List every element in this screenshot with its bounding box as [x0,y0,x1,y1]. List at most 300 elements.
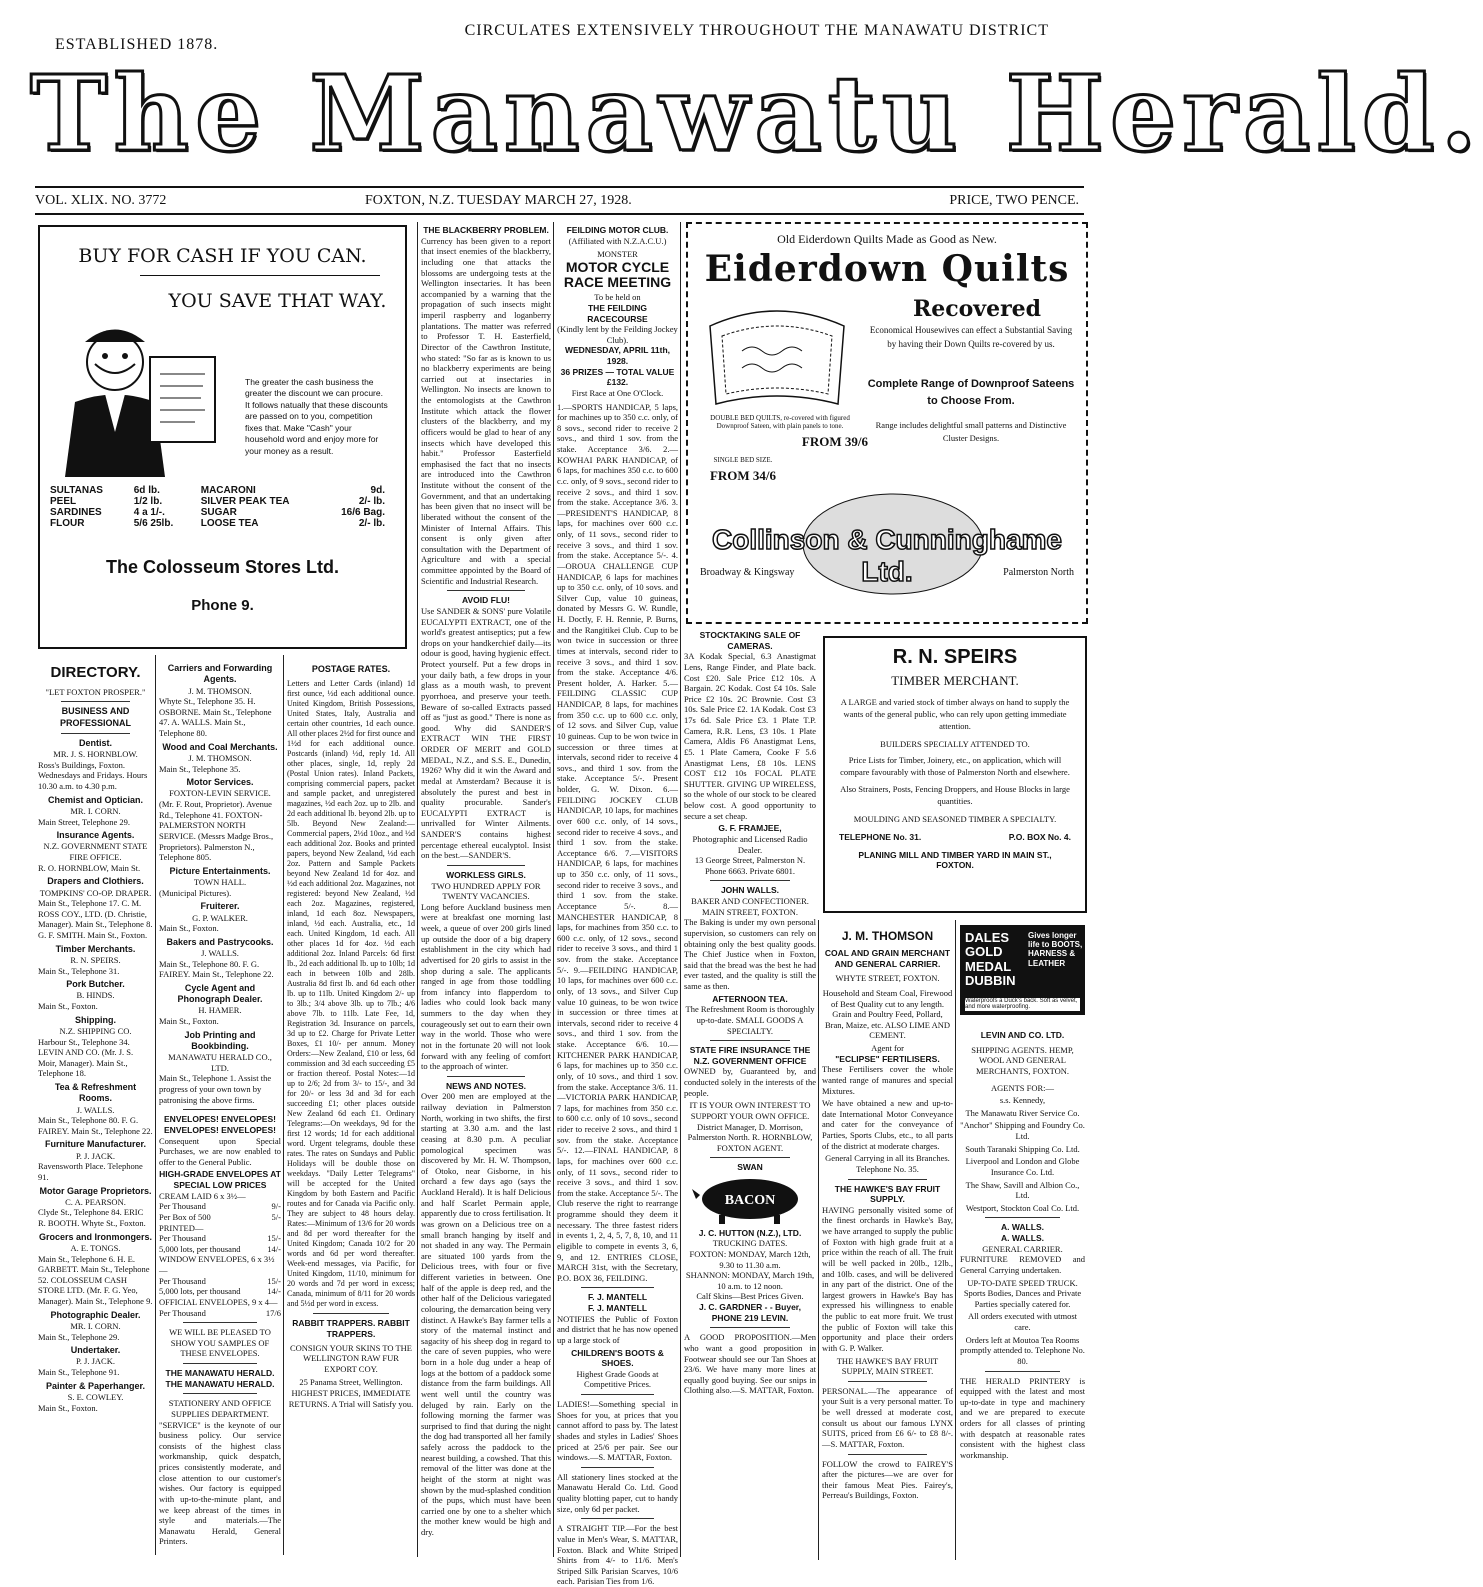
envelopes-heading: ENVELOPES! ENVELOPES! ENVELOPES! ENVELOPES! [164,1114,276,1135]
girls-body: Long before Auckland business men were at breakfast one morning last week, a queue of over 200 girls lined up outside the door of a big drapery establishment in the city which had advertised for 20 girls to assist in the shop during a sale. The applicants ranged in age from those toddling from infancy into flapperdom to ladies who could look back many summers to the day when they courageously set out to earn their own way in the world. Those who were not in the fortunate 20 will not look forward with any feeling of comfort to the approach of winter. [421,901,551,1072]
stocktaking-column [684,630,816,1555]
from-price-2: FROM 34/6 [709,468,777,483]
directory-entry [38,1015,153,1079]
postage-column [287,660,415,1555]
price-value: 16/6 Bag. [341,507,385,518]
stocktaking-title: STOCKTAKING SALE OF CAMERAS. [699,630,801,651]
dateline: FOXTON, N.Z. TUESDAY MARCH 27, 1928. [365,193,632,208]
walls-trade: BAKER AND CONFECTIONER. [691,896,809,906]
envelope-item: 5,000 lots, per thousand [159,1243,241,1254]
entry-heading: Furniture Manufacturer. [44,1139,146,1150]
price: PRICE, TWO PENCE. [949,193,1079,208]
price-row [50,496,385,507]
walls-name-2: A. WALLS. [1001,1233,1044,1243]
envelopes-body: Consequent upon Special Purchases, we are now enabled to offer to the General Public. [159,1135,281,1167]
news-body: Over 200 men are employed at the railway deviation in Palmerston North, working in two shifts, the first starting at 3.30 a.m. and the last ceasing at 8.30 p.m. A peculiar pomological specimen was discovered by Mr. H. W. Thompson, of Otoko, near Gisborne, in his orchard a few days ago (says the Auckland Herald). It is half Delicious and half Scarlet Permain apple, apparently due to cross fertilisation. It was grown on a Delicious tree on a small branch hanging by itself and not shaded in any way. The Permain are situated 100 yards from the Delicious trees, with four or five different varieties in between. One half of the apple is deep red, and the other half of the Delicious variegated colouring, the demarcation being very distinct. A Hawke's Bay farmer tells a story of the maternal instinct and sagacity of his sheep dog in regard to the care of seven puppies, who were born in a hole dug under a heap of logs at the bottom of a paddock some distance from the farm buildings. All went well until the country was deluged by rain. Early on the following morning the farmer was surprised to find that during the night the dog had transported all her family safely across the paddock to the nearest building, a cowshed. That this removal of the litter was done at the height of the storm at night was shown by the mud-splashed condition of the pups, which must have been carried one by one to a shelter which the mother knew would be high and dry. [421,1091,551,1537]
entry-heading: Undertaker. [70,1345,121,1356]
envelope-price-row [159,1244,281,1255]
postage-title: POSTAGE RATES. [311,664,391,674]
directory-entry [159,663,281,739]
price-value: 9d. [370,485,385,496]
dales-brand: DALES GOLD MEDAL DUBBIN [965,930,1016,988]
entry-address: R. O. HORNBLOW, Main St. [38,862,141,873]
envelope-item: Per Thousand [159,1307,206,1318]
feilding-column [557,225,678,1587]
directory-entry [159,1030,281,1106]
entry-heading: Insurance Agents. [56,830,135,841]
pig-illustration [684,1173,816,1225]
agency-item: "Anchor" Shipping and Foundry Co. Ltd. [960,1120,1085,1141]
entry-name: C. A. PEARSON. [65,1196,126,1207]
collinson-firm: Collinson & Cunninghame Ltd. [712,524,1062,587]
directory-entry [159,777,281,863]
established: ESTABLISHED 1878. [55,36,219,53]
directory-entry [159,983,281,1027]
directory-section: BUSINESS AND PROFESSIONAL [59,706,131,728]
price-row [50,518,385,529]
race-date: WEDNESDAY, APRIL 11th, 1928. [564,345,671,366]
fertiliser-body: These Fertilisers cover the whole wanted range of manures and special Mixtures. [822,1064,953,1096]
entry-name: J. WALLS. [76,1104,115,1115]
general-carrying: General Carrying in all its Branches. Telephone No. 35. [825,1153,950,1174]
directory-entry [38,1345,153,1378]
entry-heading: Motor Garage Proprietors. [39,1185,152,1196]
walls-sports: Sports Bodies, Dances and Private Parties specially catered for. [963,1288,1082,1309]
entry-heading: Job Printing and Bookbinding. [184,1029,256,1051]
entry-address: Main St., Telephone 35. [159,763,241,774]
eiderdown-top: Old Eiderdown Quilts Made as Good as New. [777,232,997,246]
entry-address: Main St., Telephone 80. F. G. FAIREY. Main St., Telephone 22. [159,958,274,980]
race-title: MOTOR CYCLE RACE MEETING [563,258,672,290]
directory-entry [38,1232,153,1307]
entry-heading: Painter & Paperhanger. [45,1380,146,1391]
mantell-1: F. J. MANTELL [587,1292,648,1303]
entry-name: TOMPKINS' CO-OP. DRAPER. [39,887,152,898]
entry-address: Main St., Foxton. [38,1001,98,1011]
speirs-yard: PLANING MILL AND TIMBER YARD IN MAIN ST., FOXTON. [858,850,1052,871]
swan-label: SWAN [737,1162,763,1173]
envelope-price-row [159,1286,281,1297]
printery-ad: THE HERALD PRINTERY is equipped with the latest and most up-to-date in type and machinery and we are prepared to execute orders for all classes of printing with despatch at reasonable rates consistent with the highest class workmanship. [960,1375,1085,1460]
envelope-price: 9/- [271,1201,281,1212]
price-item: FLOUR [50,518,85,529]
agency-item: Westport, Stockton Coal Co. Ltd. [965,1202,1080,1213]
entry-heading: Picture Entertainments. [169,865,271,876]
ladies-ad: LADIES!—Something special in Shoes for you, at prices that you cannot afford to pass by. The latest shades and styles in Ladies' Shoes priced at 25/6 per pair. See our windows.—S. MATTAR, Foxton. [557,1399,678,1463]
entry-address: Harbour St., Telephone 34. LEVIN AND CO. (Mr. J. S. Moir, Manager). Main St., Telephone 18. [38,1036,134,1079]
envelope-price: 14/- [267,1243,281,1254]
stationery-ad: All stationery lines stocked at the Manawatu Herald Co. Ltd. Good quality blotting paper, cut to handy size, only 6d per packet. [557,1471,678,1514]
directory-column [38,660,153,1555]
entry-address: Main St., Foxton. [38,1402,98,1413]
gardner: J. C. GARDNER - - Buyer, PHONE 219 LEVIN. [698,1302,802,1323]
speirs-prices: Price Lists for Timber, Joinery, etc., on application, which will compare favourably with those of Palmerston North and elsewhere. [840,754,1070,777]
collinson-location-right: Palmerston North [1003,567,1074,578]
mantell-heading: CHILDREN'S BOOTS & SHOES. [571,1347,664,1369]
quilt-illustration [702,296,852,411]
envelope-price: 17/6 [265,1307,281,1318]
entry-name: MR. J. S. HORNBLOW. [53,749,138,760]
rabbit-consign: CONSIGN YOUR SKINS TO THE WELLINGTON RAW FUR EXPORT COY. [289,1342,412,1374]
thomson-address: WHYTE STREET, FOXTON. [835,973,940,984]
hawkes-signature: THE HAWKE'S BAY FRUIT SUPPLY, MAIN STREET. [836,1355,939,1377]
entry-address: (Mr. F. Rout, Proprietor). Avenue Rd., Telephone 41. FOXTON-PALMERSTON NORTH SERVICE. (Messrs Madge Bros., Proprietors). Palmerston N., Telephone 805. [159,799,274,863]
entry-address: Main St., Telephone 17. C. M. ROSS COY., LTD. (D. Christie, Manager). Main St., Telephone 8. G. F. SMITH. Main St., Foxton. [38,898,153,940]
column-rule [955,920,956,1560]
fire-body: OWNED by, Guaranteed by, and conducted solely in the interests of the people. [684,1066,816,1098]
price-row [50,485,385,496]
entry-heading: Photographic Dealer. [50,1309,141,1320]
entry-heading: Timber Merchants. [55,943,136,954]
dales-dubbin-ad [960,925,1085,1015]
entry-name: FOXTON-LEVIN SERVICE. [169,788,271,799]
trucking-shannon: SHANNON: MONDAY, March 19th, 10 a.m. to 12 noon. [685,1270,815,1291]
entry-address: Whyte St., Telephone 35. H. OSBORNE. Main St., Telephone 47. A. WALLS. Main St., Telephone 80. [159,696,272,738]
envelope-item: Per Thousand [159,1233,206,1244]
svg-text:BACON: BACON [724,1193,776,1208]
envelope-item: Per Thousand [159,1275,206,1286]
entry-address: Main Street, Telephone 29. [38,816,131,827]
walls-truck: UP-TO-DATE SPEED TRUCK. [967,1277,1078,1288]
thomson-name: J. M. THOMSON [841,929,934,943]
eiderdown-range-sub: Range includes delightful small patterns and Distinctive Cluster Designs. [875,420,1067,443]
walls-name: JOHN WALLS. [720,885,780,896]
directory-entry [38,738,153,792]
mantell-2: F. J. MANTELL [587,1303,648,1313]
entry-name: S. E. COWLEY. [67,1391,124,1402]
price-item: LOOSE TEA [200,518,259,529]
walls-address: MAIN STREET, FOXTON. [701,906,799,917]
entry-heading: Dentist. [78,737,112,748]
entry-heading: Fruiterer. [200,901,240,912]
agency-item: s.s. Kennedy, [999,1095,1046,1106]
directory-entry [38,944,153,977]
entry-address: Main St., Telephone 1. Assist the progress of your own town by patronising the above firms. [159,1073,272,1105]
directory-entry [38,1381,153,1414]
walls-left: Orders left at Moutoa Tea Rooms promptly attended to. Telephone No. 80. [960,1334,1085,1366]
directory-entry [159,937,281,980]
thomson-body: Household and Steam Coal, Firewood of Best Quality cut to any length. Grain and Poultry Feed, Pollard, Bran, Maize, etc. ALSO LIME AND CEMENT. [822,987,953,1041]
entry-name: P. J. JACK. [76,1356,115,1367]
entry-heading: Wood and Coal Merchants. [162,741,278,752]
envelope-price-row [159,1276,281,1287]
envelope-price: 14/- [267,1286,281,1297]
entry-name: P. J. JACK. [76,1150,115,1161]
column-rule [283,655,284,1555]
entry-heading: Carriers and Forwarding Agents. [167,663,273,685]
walls-body: FURNITURE REMOVED and General Carrying undertaken. [960,1254,1085,1275]
walls-body: The Baking is under my own personal supervision, so customers can rely on obtaining only the best quality goods. The Chief Justice when in Foxton, said that the bread was the best he had ever tasted, and the quality is still the same as then. [684,917,816,991]
fire-caps: IT IS YOUR OWN INTEREST TO SUPPORT YOUR OWN OFFICE. [689,1100,811,1121]
column-rule [155,655,156,1555]
price-value: 2/- lb. [358,496,385,507]
hawkes-title: THE HAWKE'S BAY FRUIT SUPPLY. [834,1183,941,1205]
entry-name: H. HAMER. [198,1005,242,1016]
price-value: 2/- lb. [358,518,385,529]
price-item: SULTANAS [50,485,103,496]
speirs-also: Also Strainers, Posts, Fencing Droppers, and House Blocks in large quantities. [840,784,1070,807]
entry-heading: Bakers and Pastrycooks. [166,936,274,947]
collinson-location-left: Broadway & Kingsway [700,567,795,578]
entry-heading: Pork Butcher. [66,979,125,990]
directory-entry [38,979,153,1012]
directory-column-2 [159,660,281,1555]
afternoon-tea: AFTERNOON TEA. [712,993,788,1004]
postage-body: Letters and Letter Cards (inland) 1d first ounce, ½d each additional ounce. United Kingdom, British Possessions, United States, Italy, Australia and certain other countries, 1d each ounce. All other places 2½d for first ounce and 1½d for each additional ounce. Postcards (inland) ½d, reply 1d. All other places, single, 1d, reply 2d (Postal Union rates). Inland Packets, comprising commercial papers, packet and sample packet, and unregistered magazines, ½d each 2oz. up to 2lb. and 2d each additional lb. beyond 2lb. up to 5lb. Beyond New Zealand:—Commercial papers, 2½d 10oz., and ½d each additional 2oz. Books and printed papers, beyond New Zealand, ½d each 2oz. Pattern and Sample Packets beyond New Zealand 1d for 4oz. and ½d each additional 2oz. Magazines, not registered: beyond New Zealand, ½d each 2oz. Magazines, registered, inland, 1d each 8oz. Newspapers, inland, ½d each. Australia, etc., 1d each. United Kingdom, 1d each. All other places 1d for 4oz. ½d each additional 2oz. Inland Parcels: 6d first lb., 2d each additional lb. up to 10lb; 1d each in between 10lb and 28lb. Australia 8d first lb. and 6d each other lb. up to 11lb. United Kingdom 2/- up to 3lb.; 3/4 above 3lb. up to 7lb.; 4/6 above 7lb. to 11lb. Late Fee, 1d, Registration 3d. Insurance on parcels, 3d up to £2. Charge for Private Letter Boxes, £1 10/- per annum. Money Orders:—New Zealand, £10 or less, 6d commission and 3d each succeeding £5 or fraction thereof. Postal Notes:—1d up to 2/6; 2d from 3/- to 15/-, and 3d for 20/- or less 3d and 3d for each succeeding £1; other places outside New Zealand 6d each £1. Ordinary Telegrams:—On weekdays, 9d for the first 12 words; 1d for each additional word. Urgent telegrams, double these rates. The rates on Sundays and Public Holidays will be double those on weekdays. "Daily Letter Telegrams" will be accepted for the United Kingdom by both Eastern and Pacific routes and for Canada via Pacific only. They are subject to 48 hours delay. Rates:—Minimum of 13/6 for 20 words and 8d per word thereafter for the United Kingdom; Canada 10/2 for 20 words and 6d per word thereafter. Week-end messages, via Pacific, for United Kingdom, 11/10, minimum for 20 words and 7d per word in excess; Canada, minimum of 8/11 for 20 words and 5½d per word in excess. [287,679,415,1309]
entry-name: R. N. SPEIRS. [70,954,121,965]
speirs-moulding: MOULDING AND SEASONED TIMBER A SPECIALTY. [853,814,1057,825]
entry-address: Main St., Telephone 6. H. E. GARBETT. Main St., Telephone 52. COLOSSEUM CASH STORE LTD. (Mr. F. G. Yeo, Manager). Main St., Telephone 9. [38,1253,153,1306]
mantell-tail: Highest Grade Goods at Competitive Prices. [576,1368,659,1390]
envelope-price: 5/- [271,1211,281,1222]
column-rule [680,222,681,1557]
entry-heading: Tea & Refreshment Rooms. [54,1082,137,1104]
speirs-trade: TIMBER MERCHANT. [891,673,1019,688]
column-rule [417,222,418,1557]
directory-entry [38,1139,153,1182]
price-value: 1/2 lb. [133,496,163,507]
entry-name: A. E. TONGS. [70,1242,121,1253]
entry-name: J. M. THOMSON. [188,685,252,696]
entry-name: B. HINDS. [76,990,115,1001]
price-item: MACARONI [200,485,256,496]
circulation-line: CIRCULATES EXTENSIVELY THROUGHOUT THE MANAWATU DISTRICT [464,22,1049,39]
entry-address: (Municipal Pictures). [159,887,232,898]
proposition-ad: A GOOD PROPOSITION.—Men who want a good proposition in Footwear should see our Tan Shoes at 23/6. We have many more lines at equally good buying. See our snips in Clothing also.—S. MATTAR, Foxton. [684,1332,816,1396]
envelopes-offer: HIGH-GRADE ENVELOPES AT SPECIAL LOW PRICES [159,1169,281,1190]
directory-entry [159,866,281,899]
eiderdown-range: Complete Range of Downproof Sateens to Choose From. [867,378,1075,407]
directory-entry [159,901,281,934]
framjee-sub: Photographic and Licensed Radio Dealer. [692,833,808,855]
hutton: J. C. HUTTON (N.Z.), LTD. [698,1227,802,1238]
first-race: First Race at One O'Clock. [571,387,664,398]
divider [140,275,380,276]
entry-heading: Cycle Agent and Phonograph Dealer. [177,982,263,1005]
from-price-1: FROM 39/6 [801,434,868,449]
mantell-body: NOTIFIES the Public of Foxton and district that he has now opened up a large stock of [557,1313,678,1345]
entry-name: MANAWATU HERALD CO., LTD. [168,1052,272,1073]
speirs-builders: BUILDERS SPECIALLY ATTENDED TO. [880,738,1030,749]
dales-sub: Waterproofs a Duck's back. Soft as velvet, and more waterproofing. [965,998,1080,1011]
venue-note: (Kindly lent by the Feilding Jockey Club). [557,324,678,345]
grocer-illustration [55,322,230,482]
dales-tagline: Gives longer life to BOOTS, HARNESS & LEATHER [1028,931,1083,968]
trucking-foxton: FOXTON: MONDAY, March 12th, 9.30 to 11.30 a.m. [689,1248,811,1270]
speirs-ad [823,636,1087,913]
entry-name: J. WALLS. [201,948,239,958]
directory-entry [159,742,281,775]
envelope-price-row [159,1201,281,1212]
eiderdown-tagline: Economical Housewives can effect a Substantial Saving by having their Down Quilts re-covered by us. [869,325,1073,349]
entry-name: N.Z. GOVERNMENT STATE FIRE OFFICE. [43,841,148,862]
agency-item: Liverpool and London and Globe Insurance Co. Ltd. [965,1156,1080,1177]
eclipse: "ECLIPSE" FERTILISERS. [835,1053,940,1064]
directory-entry [38,830,153,873]
eiderdown-ad [686,222,1088,624]
flu-title: AVOID FLU! [461,595,510,606]
girls-subtitle: TWO HUNDRED APPLY FOR TWENTY VACANCIES. [431,880,541,902]
blackberry-body: Currency has been given to a report that insect enemies of the blackberry, including one that attacks the blossoms are undergoing tests at the Wellington insectaries. It has been accompanied by a warning that the propagation of such insects might imperil raspberry and loganberry plantations. The matter was referred to Professor T. H. Easterfield, Director of the Cawthron Institute, who stated: "So far as is known to us no blackberry experiments are being carried out at insectaries in Wellington. No insects are known to the entomologists at the Cawthron Institute which attack the flower clusters of the blackberry, and my officers would be glad to hear of any insects which have developed this habit." Professor Easterfield emphasised the fact that no insects are introduced into the Cawthron Institute without the consent of the Government, and that an undertaking has been given that no insect will be liberated without the consent of the Minister of Internal Affairs. This consent is only given after consultation with the Department of Agriculture and with a special committee appointed by the Board of Scientific and Industrial Research. [421,235,551,586]
price-row [50,507,385,518]
thomson-column [822,925,953,1555]
directory-entry [38,795,153,828]
envelope-item: OFFICIAL ENVELOPES, 9 x 4— [159,1296,278,1307]
entry-address: Clyde St., Telephone 84. ERIC R. BOOTH. Whyte St., Foxton. [38,1207,146,1228]
thomson-trade: COAL AND GRAIN MERCHANT AND GENERAL CARRIER. [824,948,951,969]
entry-name: MR. I. CORN. [70,805,121,816]
agency-item: South Taranaki Shipping Co. Ltd. [965,1143,1080,1154]
agency-item: The Manawatu River Service Co. [965,1107,1080,1118]
walls-trade: GENERAL CARRIER. [982,1243,1063,1254]
price-list [50,485,385,529]
rabbit-address: 25 Panama Street, Wellington. HIGHEST PRICES, IMMEDIATE RETURNS. A Trial will Satisfy you. [288,1377,414,1409]
levin-trade: SHIPPING AGENTS. HEMP, WOOL AND GENERAL MERCHANTS, FOXTON. [971,1044,1074,1076]
entry-name: TOWN HALL. [193,877,247,887]
price-value: 4 a 1/-. [133,507,165,518]
prizes: 36 PRIZES — TOTAL VALUE £132. [560,366,675,388]
entry-name: MR. I. CORN. [70,1320,121,1331]
entry-name: J. M. THOMSON. [188,752,252,763]
tea-body: The Refreshment Room is thoroughly up-to-date. SMALL GOODS A SPECIALTY. [685,1004,815,1036]
envelope-price-row [159,1191,281,1202]
entry-address: Main St., Telephone 29. [38,1331,120,1342]
calf-skins: Calf Skins—Best Prices Given. [696,1291,804,1302]
speirs-contacts [839,832,1071,842]
news-title: NEWS AND NOTES. [446,1080,526,1091]
eiderdown-title: Eiderdown Quilts [704,248,1070,290]
entry-address: Main St., Telephone 80. F. G. FAIREY. Main St., Telephone 22. [38,1115,153,1136]
price-item: SARDINES [50,507,102,518]
envelope-price-row [159,1297,281,1308]
follow-ad: FOLLOW the crowd to FAIREY'S after the pictures—we are over for their famous Meat Pies. Fairey's, Perreau's Buildings, Foxton. [822,1458,953,1501]
dateline-rule [35,213,1084,215]
entry-heading: Drapers and Clothiers. [47,876,144,887]
entry-address: Main St., Telephone 31. [38,965,120,976]
envelope-item: WINDOW ENVELOPES, 6 x 3½— [159,1254,275,1275]
envelope-price-row [159,1254,281,1275]
price-value: 6d lb. [133,485,160,496]
blackberry-title: THE BLACKBERRY PROBLEM. [423,225,549,235]
single-bed: SINGLE BED SIZE. [713,456,773,464]
levin-agents: AGENTS FOR:— [990,1082,1055,1093]
directory-entry [38,1310,153,1343]
eiderdown-recovered: Recovered [912,296,1042,322]
speirs-box: P.O. BOX No. 4. [1008,832,1071,843]
personal-ad: PERSONAL.—The appearance of your Suit is a very personal matter. To be well dressed at moderate cost, consult us about our famous LYNX SUITS, priced from £6 6/- to £8 8/-.—S. MATTAR, Foxton. [822,1385,953,1449]
entry-address: Main St., Foxton. [159,1016,219,1026]
price-value: 5/6 25lb. [133,518,174,529]
club-name: FEILDING MOTOR CLUB. [566,225,669,235]
column-rule [553,222,554,1557]
colosseum-body: The greater the cash business the greater the discount we can procure. It follows natually that these discounts are passed on to you, competition fixes that. Make "Cash" your household word and enjoy more for your money as a result. [245,377,388,456]
envelope-price: 15/- [267,1275,281,1286]
service-note: "SERVICE" is the keynote of our business policy. Our service consists of the highest class workmanship, quick despatch, prices consistently moderate, and close attention to our customer's wishes. Our factory is equipped with up-to-the-minute plant, and we keep abreast of the times in style and materials.—The Manawatu Herald, General Printers. [159,1419,281,1547]
envelope-item: Per Thousand [159,1201,206,1212]
stationery-banner: STATIONERY AND OFFICE SUPPLIES DEPARTMENT. [168,1398,272,1419]
trucking-title: TRUCKING DATES. [712,1238,788,1249]
venue: THE FEILDING RACECOURSE [587,302,648,324]
envelope-price-row [159,1233,281,1244]
colosseum-ad [38,225,407,649]
stocktaking-body: 3A Kodak Special, 6.3 Anastigmat Lens, Range Finder, and Plate back. Cost £20. Sale Price £12 10s. A Bargain. 2C Kodak. Cost £4 10s. Sale Price £2 10s. 2C Brownie. Cost £3 10s. Sale Price £2. 1A Kodak. Cost £3 17s 6d. Sale Price £3. 1 Plate T.P. Camera, R.R. Lens, £3 10s. 1 Plate Camera, Aldis F6 Anastigmat Lens, £5. 1 Plate Camera, Cooke F 5.6 Anastigmat Lens, £8 10s. LENS COST £12 10s FOCAL PLATE SHUTTER. GIVING UP WIRELESS, so the whole of our stock to be cleared below cost. A good opportunity to secure a set cheap. [684,651,816,821]
envelope-price-row [159,1308,281,1319]
entry-address: Ravensworth Place. Telephone 91. [38,1161,143,1182]
race-events: 1.—SPORTS HANDICAP, 5 laps, for machines up to 350 c.c. only, of 8 sovs., second rider to receive 2 sovs., and third 1 sov. from the stake. Acceptance 3/6. 2.—KOWHAI PARK HANDICAP, of 6 laps, for machines 350 c.c. to 600 c.c. only, of 9 sovs., second rider to receive 2 sovs., and third 1 sov. from the stake. Acceptance 3/6. 3.—PRESIDENT'S HANDICAP, 8 laps, for machines over 600 c.c. only, of 11 sovs., second rider to receive 3 sovs., and third 1 sov. from the stake. Acceptance 5/-. 4.—OROUA CHALLENGE CUP HANDICAP, 6 laps for machines up to 350 c.c. only, of 10 sovs. and Silver Cup, value 10 guineas, donated by Messrs G. W. Rundle, H. Doctly, F. H. Rennie, P. Burns, and the Rangitikei Club. Cup to be won twice in succession or three times at intervals, second rider to receive 3 sovs., and third 1 sov. from the stake. Acceptance 4/6. Present holder, A. Harker. 5.—FEILDING CLASSIC CUP HANDICAP, 8 laps, for machines from 350 c.c. up to 600 c.c. only, of 12 sovs. and Silver Cup, value 10 guineas. Cup to be won twice in succession or three times at intervals, second rider to receive 4 sovs., and third 1 sov. from the stake. Acceptance 5/-. Present holder, G. W. Dixon. 6.—FEILDING JOCKEY CLUB HANDICAP, 10 laps, for machines over 600 c.c. only, of 14 sovs., second rider to receive 4 sovs., and third 1 sov. from the stake. Acceptance 6/6. 7.—VISITORS HANDICAP, 6 laps, for machines up to 350 c.c. only, of 11 sovs., second rider to receive 3 sovs., and third 1 sov. from the stake. Acceptance 5/-. 8.—MANCHESTER HANDICAP, 8 laps, for machines from 350 c.c. to 600 c.c. only, of 12 sovs., second rider to receive 3 sovs., and third 1 sov. from the stake. Acceptance 5/-. 9.—FEILDING HANDICAP, 10 laps, for machines over 600 c.c. only, of 13 sovs., and Silver Cup value 10 guineas, to be won twice in succession or three times at intervals, second rider to receive 4 sovs., and third 1 sov. from the stake. Acceptance 6/6. 10.—KITCHENER PARK HANDICAP, 6 laps, for machines up to 350 c.c. only, of 10 sovs., and third 1 sov. from the stake. Acceptance 3/6. 11.—VICTORIA PARK HANDICAP, 7 laps, for machines from 350 c.c. to 600 c.c. only of 10 sovs., second rider to receive 2 sovs., and third 1 sov. from the stake. Acceptance 5/-. 12.—FINAL HANDICAP, 8 laps, for machines over 600 c.c. only, of 11 sovs., second rider to receive 3 sovs., and third 1 sov. from the stake. Acceptance 5/-. The Club reserve the right to rearrange programme should they deem it necessary. The three fastest riders in events 1, 2, 4, 5, 7, 8, 10, and 11 eligible to compete in events 3, 6, 9, and 12. ENTRIES CLOSE, MARCH 31st, with the Secretary, P.O. BOX 36, FEILDING. [557,401,678,1283]
store-name: The Colosseum Stores Ltd. [105,557,340,577]
entry-address: Main St., Telephone 91. [38,1367,120,1377]
envelope-item: 5,000 lots, per thousand [159,1286,241,1297]
hawkes-body: HAVING personally visited some of the finest orchards in Hawke's Bay, we have arranged to supply the public of Foxton with high grade fruit at a price within the reach of all. The fruit will be well packed in 20lb., 12lb., and 10lb. cases, and will be delivered in any part of the district. One of the largest growers in Hawke's Bay has expressed his willingness to enable the public to eat more fruit. We trust the public of Foxton will take this opportunity and place their orders with G. P. Walker. [822,1204,953,1353]
walls-name-1: A. WALLS. [1001,1222,1044,1233]
colosseum-headline-1: BUY FOR CASH IF YOU CAN. [78,245,367,267]
levin-name: LEVIN AND CO. LTD. [980,1030,1065,1040]
entry-address: Ross's Buildings, Foxton. Wednesdays and Fridays. Hours 10.30 a.m. to 4.30 p.m. [38,759,148,791]
levin-column [960,1030,1085,1555]
entry-heading: Shipping. [75,1014,116,1025]
directory-title: DIRECTORY. [50,664,141,681]
double-bed: DOUBLE BED QUILTS, re-covered with figured Downproof Sateen, with plain panels to tone. [710,414,850,430]
entry-heading: Grocers and Ironmongers. [38,1231,153,1242]
entry-heading: Motor Services. [186,777,254,788]
rabbit-heading: RABBIT TRAPPERS. RABBIT TRAPPERS. [292,1318,410,1339]
column-rule [818,920,819,1560]
club-affiliation: (Affiliated with N.Z.A.C.U.) [568,235,667,246]
entry-name: N.Z. SHIPPING CO. [59,1025,132,1036]
held-label: To be held on [594,292,641,303]
herald-banner: THE MANAWATU HERALD. THE MANAWATU HERALD. [165,1368,275,1389]
monster-label: MONSTER [597,249,638,260]
motor-body: We have obtained a new and up-to-date International Motor Conveyance and cater for the conveyance of Parties, Sports Clubs, etc., to all parts of the district at moderate charges. [822,1098,953,1151]
store-phone: Phone 9. [191,597,254,614]
framjee: G. F. FRAMJEE, [718,823,782,834]
speirs-telephone: TELEPHONE No. 31. [839,832,922,843]
thomson-agent: Agent for [871,1043,904,1053]
girls-title: WORKLESS GIRLS. [446,869,526,880]
entry-address: Main St., Foxton. [159,923,219,934]
flu-body: Use SANDER & SONS' pure Volatile EUCALYPTI EXTRACT, one of the world's greatest antiseptics; put a few drops on your handkerchief daily—its odour is good, having hygienic effect. Protect yourself. Put a few drops in your daily bath, a few drops in your glass as a mouth wash, to prevent pyorrhoea, and preserve your teeth. Beware of so-called Extracts passed off as "just as good." There is none as good. Why did SANDER'S EXTRACT WIN THE FIRST ORDER OF MERIT and GOLD MEDAL, N.Z., and S.S. E., Dunedin, 1926? Why did it win the Award and medal at Amsterdam? Because it is absolutely the purest and best in quality procurable. Sander's EUCALYPTI EXTRACT is unrivalled for Winter Ailments. SANDER'S contains highest percentage ethereal eucalyptol. Insist on the best.—SANDER'S. [421,605,551,861]
directory-motto: "LET FOXTON PROSPER." [45,686,146,697]
colosseum-headline-2: YOU SAVE THAT WAY. [168,290,387,312]
directory-entry [38,876,153,940]
fire-title: STATE FIRE INSURANCE THE N.Z. GOVERNMENT OFFICE [689,1045,811,1066]
envelope-price-row [159,1223,281,1234]
agency-item: The Shaw, Savill and Albion Co., Ltd. [965,1179,1080,1201]
directory-entry [38,1082,153,1136]
volume-number: VOL. XLIX. NO. 3772 [35,193,167,208]
price-item: SILVER PEAK TEA [200,496,290,507]
envelope-item: PRINTED— [159,1222,204,1233]
envelope-price: 15/- [267,1233,281,1244]
news-column [421,225,551,1555]
fire-manager: District Manager, D. Morrison, Palmerston North. R. HORNBLOW, FOXTON AGENT. [687,1121,813,1153]
straight-tip-ad: A STRAIGHT TIP.—For the best value in Men's Wear, S. MATTAR, Foxton. Black and White Striped Shirts from 4/- to 11/6. Men's Striped Silk Parisian Scarves, 10/6 each. Parisian Ties from 1/6. [557,1523,678,1587]
entry-name: G. P. WALKER. [192,912,248,923]
envelope-item: CREAM LAID 6 x 3½— [159,1190,246,1201]
walls-all: All orders executed with utmost care. [967,1311,1078,1332]
framjee-address: 13 George Street, Palmerston N. Phone 6663. Private 6801. [694,855,806,876]
speirs-body: A LARGE and varied stock of timber always on hand to supply the wants of the general public, who can rely upon getting immediate attention. [840,697,1070,731]
price-item: PEEL [50,496,77,507]
envelope-item: Per Box of 500 [159,1211,211,1222]
directory-entry [38,1186,153,1229]
newspaper-title: The Manawatu Herald. [30,52,1483,175]
samples-note: WE WILL BE PLEASED TO SHOW YOU SAMPLES OF THESE ENVELOPES. [169,1327,271,1359]
top-rule [35,186,1084,188]
speirs-name: R. N. SPEIRS [892,646,1018,668]
entry-heading: Chemist and Optician. [47,794,143,805]
envelope-price-row [159,1212,281,1223]
